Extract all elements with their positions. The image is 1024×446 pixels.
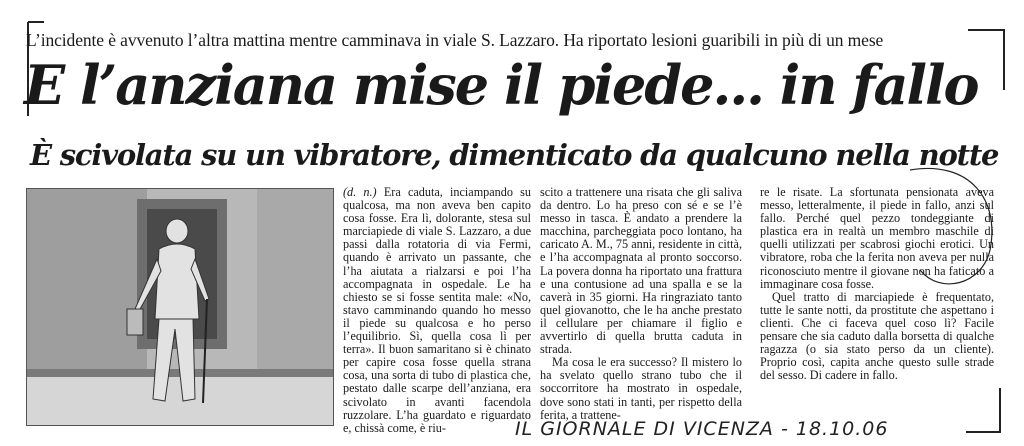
- article-column-2: [540, 186, 742, 422]
- article-column-3-paragraph-2: Quel tratto di marciapiede è frequentato, tutte le sante notti, da prostitute che aspettano i clienti. Che ci faceva quel coso lì? Facile pensare che sia caduto dalla borsetta di qualche ragazza (o sia stato perso da un cliente). Proprio così, capita anche questo sulle strade del sesso. Di cadere in fallo.: [760, 289, 994, 383]
- article-column-3: [760, 186, 994, 382]
- corner-mark-bottom-right: [960, 386, 1010, 442]
- article-column-2-paragraph-2: Ma cosa le era successo? Il mistero lo ha svelato quello strano tubo che il soccorritore ha mostrato in ospedale, dove sono stati in tanti, per rispetto della ferita, a trattene-: [540, 355, 742, 422]
- article-column-1-text: Era caduta, inciampando su qualcosa, ma non aveva ben capito cosa fosse. Era lì, dolorante, stesa sul marciapiede di viale S. Lazzaro, a due passi dalla rotatoria di via Fermi, quando è arrivato un passante, che l’ha aiutata a rialzarsi e poi l’ha accompagnata in ospedale. Le ha chiesto se si fosse sentita male: «No, stavo camminando quando ho messo il piede su qualcosa e ho perso l’equilibrio. Sì, quella cosa lì per terra». Il buon samaritano si è chinato per capire cosa fosse quella strana cosa, una sorta di tubo di plastica che, pestato dalle scarpe dell’anziana, era scivolato in avanti facendola ruzzolare. L’ha guardato e riguardato e, chissà come, è riu-: [343, 185, 532, 435]
- article-headline: E l’anziana mise il piede... in fallo: [24, 53, 978, 117]
- article-column-2-text: scito a trattenere una risata che gli saliva da dentro. Lo ha preso con sé e se l’è messo in tasca. È andato a prendere la macchina, parcheggiata poco lontano, ha caricato A. M., 75 anni, residente in città, e l’ha accompagnata al pronto soccorso. La povera donna ha riportato una frattura e una contusione ad una spalla e se la caverà in 35 giorni. Ha ringraziato tanto quel giovanotto, che le ha anche prestato il cellulare per chiamare il figlio e avvertirlo di quella brutta caduta in strada.: [540, 185, 742, 357]
- photo-scene: [27, 189, 333, 425]
- article-column-1: [343, 186, 531, 435]
- article-subheadline: È scivolata su un vibratore, dimenticato da qualcuno nella notte: [30, 138, 999, 172]
- article-byline: (d. n.): [343, 185, 377, 199]
- article-kicker: L’incidente è avvenuto l’altra mattina mentre camminava in viale S. Lazzaro. Ha riportato lesioni guaribili in più di un mese: [26, 30, 884, 50]
- article-column-3-text: re le risate. La sfortunata pensionata aveva messo, letteralmente, il piede in fallo, anzi sul fallo. Perché quel pezzo tondeggiante di plastica era in realtà un membro maschile di quelli utilizzati per scabrosi giochi erotici. Un vibratore, roba che la ferita non aveva per nulla riconosciuto mentre il giovane non ha faticato a immaginare cosa fosse.: [760, 185, 994, 291]
- handwritten-source-note: IL GIORNALE DI VICENZA - 18.10.06: [515, 418, 889, 440]
- article-photo: [26, 188, 334, 426]
